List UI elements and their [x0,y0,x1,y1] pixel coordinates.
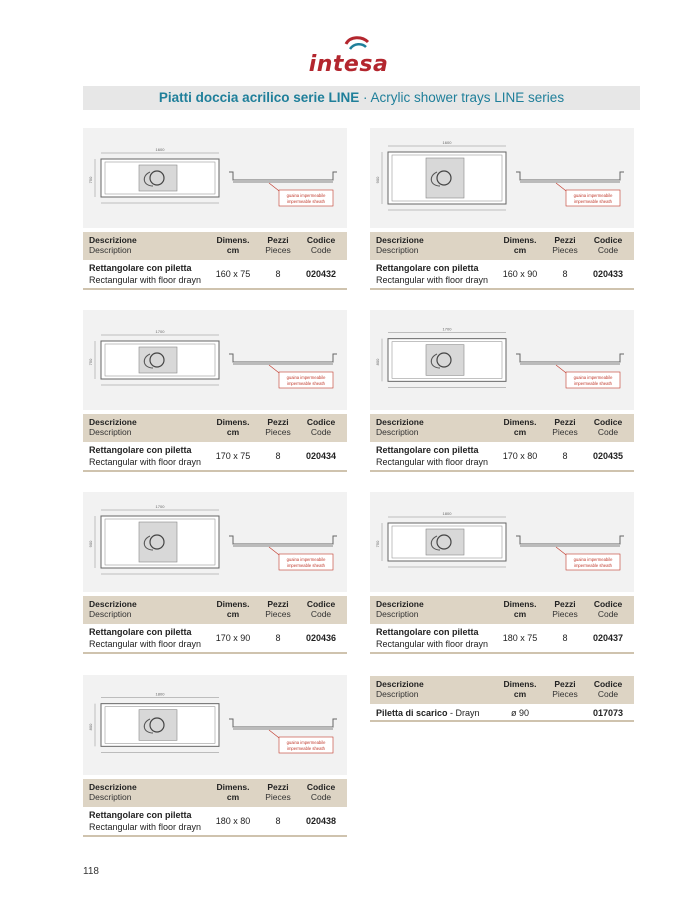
description-it: Rettangolare con piletta [89,627,192,637]
page-number: 118 [83,866,99,877]
section-view [229,536,337,544]
technical-drawing [83,675,347,775]
header-pieces-en: Pieces [265,792,291,802]
description-en: Rectangular with floor drayn [89,275,202,285]
width-label: 1700 [442,326,452,332]
code-cell: 017073 [592,708,624,718]
header-description-it: Descrizione [376,599,424,609]
header-code-it: Codice [306,782,336,792]
pieces-cell: 8 [562,451,568,461]
header-pieces-en: Pieces [552,245,578,255]
header-code-en: Code [310,792,332,802]
row-divider [370,720,634,722]
table-row [83,624,347,652]
sheath-label-en: impermeable sheath [287,746,325,751]
header-dimensions-en: cm [513,689,527,699]
pieces-cell: 8 [275,269,281,279]
description-en: Rectangular with floor drayn [376,639,489,649]
table-row [370,624,634,652]
table-row [83,260,347,288]
table-header [83,414,347,442]
header-description-it: Descrizione [376,235,424,245]
width-label: 1600 [155,147,165,152]
header-dimensions-it: Dimens. [503,417,537,427]
header-dimensions-en: cm [513,609,527,619]
accessory-description-it: Piletta di scarico [376,708,448,718]
header-dimensions-it: Dimens. [503,679,537,689]
tray-drawing [370,128,634,228]
header-code-en: Code [597,427,619,437]
accessory-description-sep: - [447,708,456,718]
code-cell: 020437 [592,633,624,643]
brand-logo: intesa [308,52,389,77]
depth-label: 800 [375,358,380,366]
header-description-it: Descrizione [89,599,137,609]
header-dimensions-en: cm [513,245,527,255]
section-base [233,727,333,730]
header-code-it: Codice [593,599,623,609]
header-code-it: Codice [593,235,623,245]
sheath-label-it: guaina impermeabile [286,557,326,562]
table-header [370,232,634,260]
sheath-label-en: impermeable sheath [574,381,612,386]
header-pieces-it: Pezzi [554,235,576,245]
depth-label: 750 [88,176,93,184]
description-en: Rectangular with floor drayn [376,457,489,467]
header-pieces-it: Pezzi [267,235,289,245]
header-description-en: Description [89,609,132,619]
table-row [83,807,347,835]
section-base [233,544,333,547]
header-code-en: Code [310,427,332,437]
dimensions-cell: 170 x 75 [215,451,251,461]
header-description-it: Descrizione [89,417,137,427]
header-description-it: Descrizione [376,679,424,689]
width-label: 1700 [155,329,165,334]
code-cell: 020435 [592,451,624,461]
width-label: 1800 [155,691,165,697]
title-italian: Piatti doccia acrilico serie LINE [158,90,360,105]
sheath-label-it: guaina impermeabile [573,375,613,380]
header-description-it: Descrizione [89,782,137,792]
row-divider [370,652,634,654]
table-row [370,442,634,470]
header-code-en: Code [310,245,332,255]
page-title [83,86,640,110]
tray-drawing [83,310,347,410]
header-code-it: Codice [306,417,336,427]
table-header [370,676,634,704]
row-divider [83,288,347,290]
technical-drawing [83,310,347,410]
header-code-it: Codice [593,417,623,427]
section-view [516,536,624,544]
depth-label: 900 [88,540,93,548]
header-code-en: Code [310,609,332,619]
sheath-label-it: guaina impermeabile [286,375,326,380]
table-row [370,260,634,288]
technical-drawing [370,128,634,228]
code-cell: 020438 [305,816,337,826]
header-pieces-en: Pieces [265,245,291,255]
row-divider [83,652,347,654]
sheath-label-it: guaina impermeabile [573,193,613,198]
section-base [520,362,620,365]
header-description-en: Description [376,427,419,437]
header-dimensions-it: Dimens. [503,599,537,609]
header-dimensions-en: cm [226,245,240,255]
header-code-en: Code [597,689,619,699]
description-en: Rectangular with floor drayn [89,639,202,649]
header-description-en: Description [89,245,132,255]
table-header [83,596,347,624]
tray-drawing [370,310,634,410]
depth-label: 900 [375,176,380,184]
pieces-cell: 8 [275,816,281,826]
header-description-en: Description [376,245,419,255]
row-divider [83,835,347,837]
table-row [83,442,347,470]
sheath-label-en: impermeable sheath [287,381,325,386]
table-header [83,232,347,260]
header-dimensions-en: cm [226,427,240,437]
header-pieces-it: Pezzi [267,417,289,427]
description-it: Rettangolare con piletta [89,263,192,273]
sheath-label-en: impermeable sheath [574,563,612,568]
header-pieces-en: Pieces [552,609,578,619]
dimensions-cell: 180 x 75 [502,633,538,643]
pieces-cell: 8 [275,633,281,643]
title-english: Acrylic shower trays LINE series [370,90,565,105]
table-header [370,596,634,624]
description-en: Rectangular with floor drayn [89,457,202,467]
header-code-it: Codice [306,235,336,245]
header-description-en: Description [376,609,419,619]
table-header [83,779,347,807]
pieces-cell: 8 [562,633,568,643]
tray-drawing [83,492,347,592]
header-dimensions-en: cm [513,427,527,437]
header-dimensions-it: Dimens. [216,417,250,427]
header-code-it: Codice [593,679,623,689]
header-dimensions-it: Dimens. [216,235,250,245]
technical-drawing [370,310,634,410]
technical-drawing [370,492,634,592]
row-divider [370,288,634,290]
section-view [229,719,337,727]
dimensions-cell: 160 x 75 [215,269,251,279]
section-base [233,180,333,183]
header-code-en: Code [597,609,619,619]
section-view [229,172,337,180]
header-pieces-en: Pieces [265,609,291,619]
table-row [370,704,634,720]
dimensions-cell: 170 x 90 [215,633,251,643]
accessory-description-en: Drayn [455,708,480,718]
header-description-en: Description [89,792,132,802]
header-pieces-it: Pezzi [267,599,289,609]
sheath-label-en: impermeable sheath [574,199,612,204]
depth-label: 800 [88,723,93,731]
description-it: Rettangolare con piletta [376,445,479,455]
technical-drawing [83,128,347,228]
width-label: 1600 [442,140,452,145]
pieces-cell: 8 [562,269,568,279]
header-code-it: Codice [306,599,336,609]
tray-drawing [370,492,634,592]
header-pieces-en: Pieces [552,427,578,437]
section-base [233,362,333,365]
header-description-it: Descrizione [376,417,424,427]
section-base [520,544,620,547]
description-it: Rettangolare con piletta [89,810,192,820]
depth-label: 750 [375,540,380,548]
description-en: Rectangular with floor drayn [376,275,489,285]
sheath-label-it: guaina impermeabile [286,740,326,745]
table-header [370,414,634,442]
header-description-en: Description [89,427,132,437]
description-it: Rettangolare con piletta [89,445,192,455]
header-pieces-it: Pezzi [554,679,576,689]
section-view [516,354,624,362]
sheath-label-en: impermeable sheath [287,199,325,204]
sheath-label-it: guaina impermeabile [573,557,613,562]
code-cell: 020433 [592,269,624,279]
dimensions-cell: 160 x 90 [502,269,538,279]
section-view [516,172,624,180]
depth-label: 750 [88,358,93,366]
header-dimensions-it: Dimens. [503,235,537,245]
tray-drawing [83,128,347,228]
dimensions-cell: ø 90 [510,708,529,718]
technical-drawing [83,492,347,592]
dimensions-cell: 180 x 80 [215,816,251,826]
header-dimensions-en: cm [226,609,240,619]
row-divider [370,470,634,472]
header-dimensions-it: Dimens. [216,782,250,792]
header-pieces-en: Pieces [552,689,578,699]
header-code-en: Code [597,245,619,255]
width-label: 1700 [155,504,165,509]
header-description-en: Description [376,689,419,699]
sheath-label-it: guaina impermeabile [286,193,326,198]
code-cell: 020436 [305,633,337,643]
width-label: 1800 [442,511,452,516]
description-en: Rectangular with floor drayn [89,822,202,832]
code-cell: 020432 [305,269,337,279]
dimensions-cell: 170 x 80 [502,451,538,461]
tray-drawing [83,675,347,775]
pieces-cell: 8 [275,451,281,461]
row-divider [83,470,347,472]
description-it: Rettangolare con piletta [376,627,479,637]
header-pieces-en: Pieces [265,427,291,437]
header-dimensions-it: Dimens. [216,599,250,609]
title-separator: · [359,90,371,105]
section-base [520,180,620,183]
description-it: Rettangolare con piletta [376,263,479,273]
section-view [229,354,337,362]
header-pieces-it: Pezzi [267,782,289,792]
intesa-logo-swirl [344,36,370,52]
header-pieces-it: Pezzi [554,417,576,427]
header-description-it: Descrizione [89,235,137,245]
code-cell: 020434 [305,451,337,461]
header-dimensions-en: cm [226,792,240,802]
sheath-label-en: impermeable sheath [287,563,325,568]
header-pieces-it: Pezzi [554,599,576,609]
